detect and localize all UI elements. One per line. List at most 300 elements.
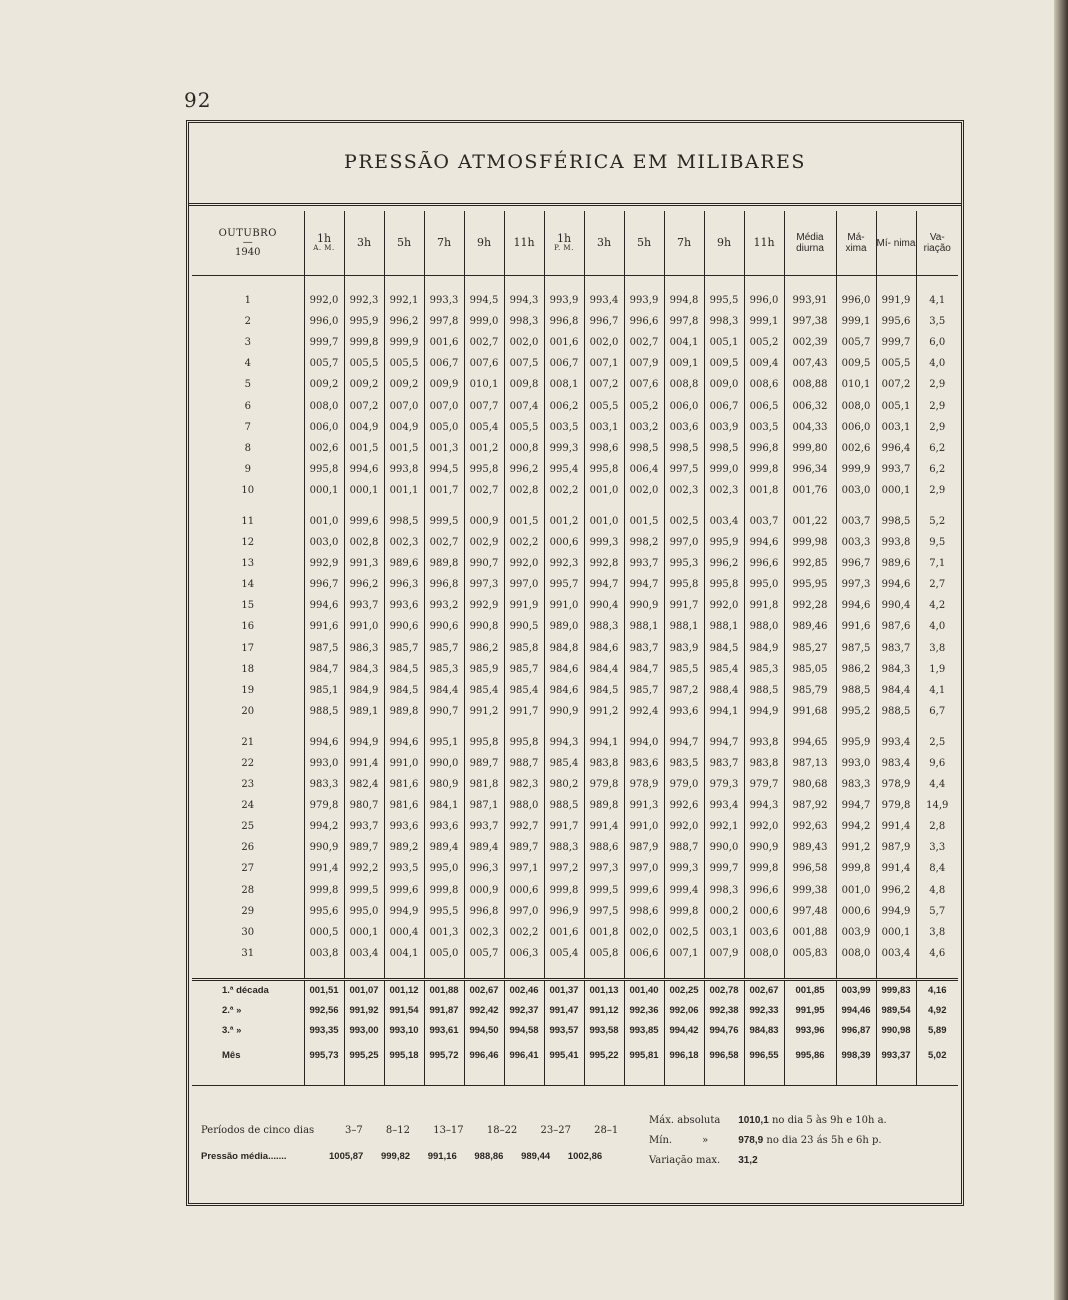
value-cell: 993,8 xyxy=(744,732,784,753)
header-hour: 5h xyxy=(384,211,424,276)
value-cell: 005,4 xyxy=(464,417,504,438)
table-row xyxy=(192,816,958,837)
value-cell: 001,5 xyxy=(384,438,424,459)
row-label-cell: 13 xyxy=(192,553,304,574)
value-cell: 996,2 xyxy=(876,880,916,901)
row-label-cell: 3 xyxy=(192,332,304,353)
value-cell: 995,0 xyxy=(424,858,464,879)
value-cell: 994,5 xyxy=(464,290,504,311)
value-cell: 993,35 xyxy=(304,1021,344,1041)
extremes-block xyxy=(649,1115,887,1175)
max-absolute-row: Máx. absoluta 1010,1 no dia 5 às 9h e 10h a. xyxy=(649,1115,887,1126)
value-cell: 983,6 xyxy=(624,753,664,774)
value-cell: 001,5 xyxy=(504,511,544,532)
header-hour: 9h xyxy=(464,211,504,276)
value-cell: 994,3 xyxy=(544,732,584,753)
value-cell: 980,2 xyxy=(544,774,584,795)
pressure-mean-value: 1005,87 xyxy=(329,1151,364,1162)
value-cell: 985,05 xyxy=(784,659,836,680)
value-cell: 986,2 xyxy=(836,659,876,680)
value-cell: 999,8 xyxy=(744,858,784,879)
value-cell: 005,5 xyxy=(504,417,544,438)
table-row xyxy=(192,659,958,680)
value-cell: 994,6 xyxy=(304,732,344,753)
table-row xyxy=(192,680,958,701)
value-cell: 004,9 xyxy=(344,417,384,438)
value-cell: 996,0 xyxy=(744,290,784,311)
value-cell: 005,5 xyxy=(344,353,384,374)
value-cell: 005,5 xyxy=(584,395,624,416)
value-cell: 989,7 xyxy=(464,753,504,774)
value-cell: 995,3 xyxy=(664,553,704,574)
value-cell: 995,0 xyxy=(744,574,784,595)
value-cell: 010,1 xyxy=(464,374,504,395)
value-cell: 990,6 xyxy=(424,616,464,637)
value-cell: 991,0 xyxy=(344,616,384,637)
value-cell: 983,8 xyxy=(584,753,624,774)
value-cell: 996,6 xyxy=(624,311,664,332)
value-cell: 994,58 xyxy=(504,1021,544,1041)
row-label-cell: 1.ª década xyxy=(192,979,304,1001)
row-label-cell: 5 xyxy=(192,374,304,395)
value-cell: 002,3 xyxy=(664,480,704,501)
value-cell: 996,8 xyxy=(424,574,464,595)
value-cell: 987,2 xyxy=(664,680,704,701)
value-cell: 991,12 xyxy=(584,1001,624,1021)
value-cell: 984,6 xyxy=(584,638,624,659)
value-cell: 4,4 xyxy=(916,774,958,795)
value-cell: 007,0 xyxy=(424,395,464,416)
value-cell: 004,33 xyxy=(784,417,836,438)
value-cell: 988,1 xyxy=(624,616,664,637)
row-label-cell: 2 xyxy=(192,311,304,332)
value-cell: 000,5 xyxy=(304,922,344,943)
value-cell: 009,4 xyxy=(744,353,784,374)
value-cell: 008,1 xyxy=(544,374,584,395)
value-cell: 996,2 xyxy=(344,574,384,595)
value-cell: 999,5 xyxy=(584,880,624,901)
value-cell: 999,6 xyxy=(624,880,664,901)
value-cell: 001,8 xyxy=(744,480,784,501)
value-cell: 991,3 xyxy=(344,553,384,574)
value-cell: 002,2 xyxy=(504,532,544,553)
value-cell: 997,5 xyxy=(664,459,704,480)
header-hour: 1h A. M. xyxy=(304,211,344,276)
table-row xyxy=(192,395,958,416)
value-cell: 991,7 xyxy=(544,816,584,837)
value-cell: 000,8 xyxy=(504,438,544,459)
value-cell: 994,6 xyxy=(384,732,424,753)
period-item: 28–1 xyxy=(594,1125,619,1136)
value-cell: 987,5 xyxy=(836,638,876,659)
row-label-cell: 21 xyxy=(192,732,304,753)
row-label-cell: 15 xyxy=(192,595,304,616)
table-row xyxy=(192,332,958,353)
header-hour: 9h xyxy=(704,211,744,276)
value-cell: 992,56 xyxy=(304,1001,344,1021)
value-cell: 002,9 xyxy=(464,532,504,553)
value-cell: 993,5 xyxy=(384,858,424,879)
value-cell: 007,5 xyxy=(504,353,544,374)
value-cell: 999,1 xyxy=(836,311,876,332)
value-cell: 989,4 xyxy=(424,837,464,858)
value-cell: 005,1 xyxy=(704,332,744,353)
value-cell: 993,8 xyxy=(384,459,424,480)
value-cell: 001,6 xyxy=(544,332,584,353)
value-cell: 987,1 xyxy=(464,795,504,816)
value-cell: 003,0 xyxy=(836,480,876,501)
value-cell: 984,9 xyxy=(344,680,384,701)
value-cell: 991,68 xyxy=(784,701,836,722)
value-cell: 993,0 xyxy=(304,753,344,774)
value-cell: 991,6 xyxy=(304,616,344,637)
value-cell: 997,48 xyxy=(784,901,836,922)
decade-gap xyxy=(192,722,958,732)
value-cell: 995,9 xyxy=(344,311,384,332)
value-cell: 999,9 xyxy=(384,332,424,353)
header-hour: 11h xyxy=(744,211,784,276)
value-cell: 4,1 xyxy=(916,290,958,311)
value-cell: 003,1 xyxy=(704,922,744,943)
value-cell: 996,58 xyxy=(784,858,836,879)
value-cell: 983,7 xyxy=(704,753,744,774)
header-hour: 7h xyxy=(424,211,464,276)
value-cell: 010,1 xyxy=(836,374,876,395)
table-row xyxy=(192,880,958,901)
value-cell: 992,8 xyxy=(584,553,624,574)
value-cell: 993,7 xyxy=(344,595,384,616)
value-cell: 999,8 xyxy=(744,459,784,480)
value-cell: 998,3 xyxy=(504,311,544,332)
value-cell: 984,7 xyxy=(304,659,344,680)
value-cell: 984,83 xyxy=(744,1021,784,1041)
value-cell: 001,8 xyxy=(584,922,624,943)
value-cell: 7,1 xyxy=(916,553,958,574)
value-cell: 992,3 xyxy=(344,290,384,311)
table-row xyxy=(192,374,958,395)
value-cell: 002,6 xyxy=(304,438,344,459)
value-cell: 988,5 xyxy=(744,680,784,701)
decade-summary-row xyxy=(192,1001,958,1021)
row-label-cell: 14 xyxy=(192,574,304,595)
value-cell: 988,4 xyxy=(704,680,744,701)
value-cell: 000,6 xyxy=(544,532,584,553)
value-cell: 980,9 xyxy=(424,774,464,795)
page-title: PRESSÃO ATMOSFÉRICA EM MILIBARES xyxy=(344,151,806,173)
value-cell: 995,81 xyxy=(624,1041,664,1071)
value-cell: 991,4 xyxy=(304,858,344,879)
table-row xyxy=(192,511,958,532)
value-cell: 999,8 xyxy=(664,901,704,922)
value-cell: 995,2 xyxy=(836,701,876,722)
value-cell: 979,3 xyxy=(704,774,744,795)
value-cell: 990,9 xyxy=(744,837,784,858)
value-cell: 005,83 xyxy=(784,943,836,964)
row-label-cell: 12 xyxy=(192,532,304,553)
pressure-mean-value: 989,44 xyxy=(521,1151,551,1162)
value-cell: 998,6 xyxy=(624,901,664,922)
value-cell: 009,5 xyxy=(836,353,876,374)
value-cell: 001,5 xyxy=(624,511,664,532)
value-cell: 986,3 xyxy=(344,638,384,659)
value-cell: 979,8 xyxy=(584,774,624,795)
value-cell: 003,2 xyxy=(624,417,664,438)
value-cell: 4,6 xyxy=(916,943,958,964)
value-cell: 007,7 xyxy=(464,395,504,416)
value-cell: 988,5 xyxy=(836,680,876,701)
value-cell: 4,0 xyxy=(916,616,958,637)
value-cell: 999,98 xyxy=(784,532,836,553)
value-cell: 984,4 xyxy=(584,659,624,680)
value-cell: 000,1 xyxy=(304,480,344,501)
value-cell: 997,3 xyxy=(464,574,504,595)
value-cell: 988,5 xyxy=(876,701,916,722)
value-cell: 001,85 xyxy=(784,979,836,1001)
value-cell: 001,6 xyxy=(544,922,584,943)
value-cell: 000,9 xyxy=(464,880,504,901)
value-cell: 995,0 xyxy=(344,901,384,922)
row-label-cell: 29 xyxy=(192,901,304,922)
value-cell: 997,8 xyxy=(664,311,704,332)
value-cell: 985,79 xyxy=(784,680,836,701)
value-cell: 009,5 xyxy=(704,353,744,374)
pressure-mean-value: 999,82 xyxy=(380,1151,411,1162)
value-cell: 983,7 xyxy=(876,638,916,659)
value-cell: 993,4 xyxy=(584,290,624,311)
value-cell: 993,4 xyxy=(876,732,916,753)
value-cell: 992,36 xyxy=(624,1001,664,1021)
value-cell: 994,7 xyxy=(624,574,664,595)
value-cell: 4,2 xyxy=(916,595,958,616)
value-cell: 992,4 xyxy=(624,701,664,722)
value-cell: 007,0 xyxy=(384,395,424,416)
table-row xyxy=(192,480,958,501)
table-row xyxy=(192,638,958,659)
value-cell: 994,76 xyxy=(704,1021,744,1041)
row-label-cell: 18 xyxy=(192,659,304,680)
value-cell: 008,6 xyxy=(744,374,784,395)
value-cell: 008,0 xyxy=(836,943,876,964)
value-cell: 996,6 xyxy=(744,553,784,574)
pressure-mean-value: 988,86 xyxy=(474,1151,504,1162)
value-cell: 14,9 xyxy=(916,795,958,816)
value-cell: 992,2 xyxy=(344,858,384,879)
period-item: 3–7 xyxy=(345,1125,363,1136)
value-cell: 005,5 xyxy=(876,353,916,374)
table-frame xyxy=(186,120,964,1206)
value-cell: 005,4 xyxy=(544,943,584,964)
header-hour: 5h xyxy=(624,211,664,276)
value-cell: 996,34 xyxy=(784,459,836,480)
value-cell: 984,5 xyxy=(584,680,624,701)
pressure-table xyxy=(192,211,958,1086)
value-cell: 007,1 xyxy=(584,353,624,374)
value-cell: 002,2 xyxy=(544,480,584,501)
value-cell: 999,8 xyxy=(544,880,584,901)
value-cell: 984,5 xyxy=(384,659,424,680)
value-cell: 003,1 xyxy=(876,417,916,438)
value-cell: 992,42 xyxy=(464,1001,504,1021)
value-cell: 990,4 xyxy=(584,595,624,616)
value-cell: 996,0 xyxy=(304,311,344,332)
value-cell: 001,37 xyxy=(544,979,584,1001)
value-cell: 995,6 xyxy=(876,311,916,332)
value-cell: 009,8 xyxy=(504,374,544,395)
value-cell: 981,8 xyxy=(464,774,504,795)
value-cell: 994,65 xyxy=(784,732,836,753)
value-cell: 993,58 xyxy=(584,1021,624,1041)
value-cell: 002,0 xyxy=(624,922,664,943)
value-cell: 997,5 xyxy=(584,901,624,922)
value-cell: 994,46 xyxy=(836,1001,876,1021)
value-cell: 001,1 xyxy=(384,480,424,501)
value-cell: 003,9 xyxy=(836,922,876,943)
value-cell: 994,9 xyxy=(876,901,916,922)
table-row xyxy=(192,532,958,553)
row-label-cell: 30 xyxy=(192,922,304,943)
value-cell: 001,5 xyxy=(344,438,384,459)
value-cell: 001,76 xyxy=(784,480,836,501)
header-maxima: Má- xima xyxy=(836,211,876,276)
title-divider xyxy=(189,203,961,206)
value-cell: 997,8 xyxy=(424,311,464,332)
decade-summary-row xyxy=(192,979,958,1001)
value-cell: 001,88 xyxy=(424,979,464,1001)
value-cell: 989,6 xyxy=(876,553,916,574)
value-cell: 993,6 xyxy=(384,595,424,616)
row-label-cell: 2.ª » xyxy=(192,1001,304,1021)
value-cell: 003,7 xyxy=(744,511,784,532)
value-cell: 990,0 xyxy=(704,837,744,858)
value-cell: 994,0 xyxy=(624,732,664,753)
table-row xyxy=(192,290,958,311)
value-cell: 993,6 xyxy=(384,816,424,837)
value-cell: 999,3 xyxy=(664,858,704,879)
value-cell: 993,37 xyxy=(876,1041,916,1071)
value-cell: 006,0 xyxy=(304,417,344,438)
value-cell: 982,4 xyxy=(344,774,384,795)
value-cell: 3,5 xyxy=(916,311,958,332)
value-cell: 983,3 xyxy=(836,774,876,795)
row-label-cell: 26 xyxy=(192,837,304,858)
value-cell: 009,2 xyxy=(384,374,424,395)
table-row xyxy=(192,553,958,574)
value-cell: 996,7 xyxy=(304,574,344,595)
value-cell: 997,1 xyxy=(504,858,544,879)
value-cell: 999,5 xyxy=(424,511,464,532)
value-cell: 988,5 xyxy=(304,701,344,722)
pressure-mean-value: 1002,86 xyxy=(567,1151,603,1162)
value-cell: 997,0 xyxy=(504,901,544,922)
value-cell: 999,6 xyxy=(384,880,424,901)
value-cell: 994,3 xyxy=(504,290,544,311)
value-cell: 989,8 xyxy=(384,701,424,722)
table-row xyxy=(192,311,958,332)
value-cell: 994,6 xyxy=(836,595,876,616)
value-cell: 990,7 xyxy=(424,701,464,722)
value-cell: 008,0 xyxy=(304,395,344,416)
value-cell: 999,3 xyxy=(544,438,584,459)
value-cell: 992,6 xyxy=(664,795,704,816)
value-cell: 993,0 xyxy=(836,753,876,774)
value-cell: 996,4 xyxy=(876,438,916,459)
value-cell: 984,8 xyxy=(544,638,584,659)
value-cell: 998,5 xyxy=(876,511,916,532)
value-cell: 995,8 xyxy=(464,459,504,480)
table-row xyxy=(192,922,958,943)
value-cell: 992,06 xyxy=(664,1001,704,1021)
value-cell: 985,7 xyxy=(384,638,424,659)
value-cell: 985,9 xyxy=(464,659,504,680)
value-cell: 995,95 xyxy=(784,574,836,595)
value-cell: 005,1 xyxy=(876,395,916,416)
value-cell: 999,5 xyxy=(344,880,384,901)
value-cell: 993,10 xyxy=(384,1021,424,1041)
value-cell: 996,41 xyxy=(504,1041,544,1071)
value-cell: 985,7 xyxy=(424,638,464,659)
value-cell: 989,8 xyxy=(424,553,464,574)
value-cell: 985,27 xyxy=(784,638,836,659)
value-cell: 998,39 xyxy=(836,1041,876,1071)
pressure-mean-label: Pressão média....... xyxy=(201,1151,287,1162)
value-cell: 000,9 xyxy=(464,511,504,532)
value-cell: 985,4 xyxy=(464,680,504,701)
footer xyxy=(199,1113,951,1193)
value-cell: 000,2 xyxy=(704,901,744,922)
row-label-cell: 8 xyxy=(192,438,304,459)
value-cell: 991,4 xyxy=(584,816,624,837)
value-cell: 006,6 xyxy=(624,943,664,964)
value-cell: 984,1 xyxy=(424,795,464,816)
value-cell: 996,55 xyxy=(744,1041,784,1071)
value-cell: 998,3 xyxy=(704,880,744,901)
value-cell: 993,7 xyxy=(876,459,916,480)
pressure-mean-value: 991,16 xyxy=(427,1151,457,1162)
value-cell: 989,7 xyxy=(344,837,384,858)
value-cell: 002,78 xyxy=(704,979,744,1001)
value-cell: 987,9 xyxy=(876,837,916,858)
table-row xyxy=(192,858,958,879)
value-cell: 002,2 xyxy=(504,922,544,943)
value-cell: 6,2 xyxy=(916,459,958,480)
value-cell: 005,5 xyxy=(384,353,424,374)
value-cell: 987,6 xyxy=(876,616,916,637)
table-row xyxy=(192,795,958,816)
table-row xyxy=(192,943,958,964)
value-cell: 995,18 xyxy=(384,1041,424,1071)
value-cell: 001,51 xyxy=(304,979,344,1001)
value-cell: 996,7 xyxy=(584,311,624,332)
value-cell: 003,1 xyxy=(584,417,624,438)
value-cell: 991,2 xyxy=(584,701,624,722)
value-cell: 993,8 xyxy=(876,532,916,553)
value-cell: 003,5 xyxy=(544,417,584,438)
value-cell: 993,61 xyxy=(424,1021,464,1041)
value-cell: 6,7 xyxy=(916,701,958,722)
value-cell: 4,92 xyxy=(916,1001,958,1021)
value-cell: 990,9 xyxy=(624,595,664,616)
row-label-cell: 28 xyxy=(192,880,304,901)
value-cell: 002,8 xyxy=(504,480,544,501)
value-cell: 991,7 xyxy=(504,701,544,722)
header-minima: Mí- nima xyxy=(876,211,916,276)
header-hour: 11h xyxy=(504,211,544,276)
value-cell: 4,8 xyxy=(916,880,958,901)
table-row xyxy=(192,595,958,616)
value-cell: 007,6 xyxy=(464,353,504,374)
value-cell: 989,1 xyxy=(344,701,384,722)
value-cell: 005,0 xyxy=(424,943,464,964)
